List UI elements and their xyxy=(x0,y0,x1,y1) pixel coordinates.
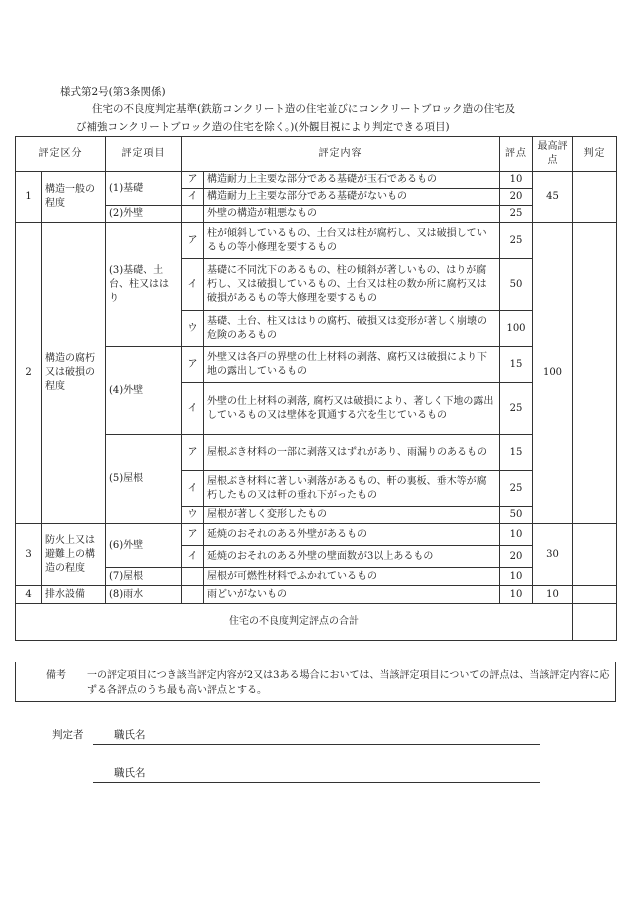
row-points: 50 xyxy=(500,259,533,311)
row-mark: ア xyxy=(182,435,204,471)
item-name: (4)外壁 xyxy=(106,347,182,435)
signature-line-2[interactable] xyxy=(93,782,540,783)
row-content: 外壁又は各戸の界壁の仕上材料の剥落、腐朽又は破損により下地の露出しているもの xyxy=(204,347,500,383)
item-name: (2)外壁 xyxy=(106,206,182,223)
row-content: 屋根が著しく変形したもの xyxy=(204,507,500,524)
category-name: 構造一般の程度 xyxy=(42,172,106,223)
row-content: 構造耐力上主要な部分である基礎がないもの xyxy=(204,189,500,206)
row-content: 基礎、土台、柱又ははりの腐朽、破損又は変形が著しく崩壊の危険のあるもの xyxy=(204,311,500,347)
criteria-table xyxy=(15,136,617,641)
table-row xyxy=(16,435,617,471)
row-mark: ウ xyxy=(182,311,204,347)
judge-label: 判定者 xyxy=(52,729,84,741)
category-number: 4 xyxy=(16,586,42,604)
item-name: (7)屋根 xyxy=(106,568,182,586)
remarks-text: 一の評定項目につき該当評定内容が2又は3ある場合においては、当該評定項目についての評点は、当該評定内容に応ずる各評点のうち最も高い評点とする。 xyxy=(87,670,610,696)
row-content: 雨どいがないもの xyxy=(204,586,500,604)
row-content: 延焼のおそれのある外壁の壁面数が3以上あるもの xyxy=(204,546,500,568)
judgment-cell[interactable] xyxy=(573,586,617,604)
row-mark: イ xyxy=(182,471,204,507)
row-mark: イ xyxy=(182,546,204,568)
row-points: 20 xyxy=(500,189,533,206)
row-points: 100 xyxy=(500,311,533,347)
remarks-label: 備考 xyxy=(46,670,66,681)
total-label: 住宅の不良度判定評点の合計 xyxy=(16,604,573,641)
table-row xyxy=(16,524,617,546)
category-name: 防火上又は避難上の構造の程度 xyxy=(42,524,106,586)
header-max-points: 最高評点 xyxy=(533,137,573,172)
row-mark: イ xyxy=(182,259,204,311)
category-max-points: 10 xyxy=(533,586,573,604)
row-points: 20 xyxy=(500,546,533,568)
table-row xyxy=(16,347,617,383)
title-line-2: び補強コンクリートブロック造の住宅を除く。)(外観目視により判定できる項目) xyxy=(76,121,450,133)
item-name: (6)外壁 xyxy=(106,524,182,568)
row-points: 25 xyxy=(500,383,533,435)
row-points: 10 xyxy=(500,172,533,189)
row-mark xyxy=(182,206,204,223)
form-number: 様式第2号(第3条関係) xyxy=(60,86,166,98)
category-number: 3 xyxy=(16,524,42,586)
row-mark xyxy=(182,586,204,604)
item-name: (1)基礎 xyxy=(106,172,182,206)
row-content: 外壁の構造が粗悪なもの xyxy=(204,206,500,223)
row-mark: ア xyxy=(182,524,204,546)
row-points: 50 xyxy=(500,507,533,524)
item-name: (3)基礎、土台、柱又ははり xyxy=(106,223,182,347)
row-content: 外壁の仕上材料の剥落, 腐朽又は破損により、著しく下地の露出しているもの又は壁体を貫通する穴を生じているもの xyxy=(204,383,500,435)
row-content: 基礎に不同沈下のあるもの、柱の傾斜が著しいもの、はりが腐朽し、又は破損しているもの、土台又は柱の数か所に腐朽又は破損があるもの等大修理を要するもの xyxy=(204,259,500,311)
row-points: 25 xyxy=(500,223,533,259)
item-name: (5)屋根 xyxy=(106,435,182,524)
category-number: 1 xyxy=(16,172,42,223)
category-name: 排水設備 xyxy=(42,586,106,604)
row-content: 柱が傾斜しているもの、土台又は柱が腐朽し、又は破損しているもの等小修理を要するもの xyxy=(204,223,500,259)
row-mark: ウ xyxy=(182,507,204,524)
row-points: 10 xyxy=(500,524,533,546)
table-row xyxy=(16,586,617,604)
category-max-points: 100 xyxy=(533,223,573,524)
row-points: 15 xyxy=(500,435,533,471)
table-row xyxy=(16,568,617,586)
judgment-cell[interactable] xyxy=(573,172,617,223)
row-mark: ア xyxy=(182,223,204,259)
header-content: 評定内容 xyxy=(182,137,500,172)
row-points: 10 xyxy=(500,586,533,604)
row-points: 25 xyxy=(500,471,533,507)
category-number: 2 xyxy=(16,223,42,524)
row-content: 屋根ぶき材料に著しい剥落があるもの、軒の裏板、垂木等が腐朽したもの又は軒の垂れ下がったもの xyxy=(204,471,500,507)
row-mark: イ xyxy=(182,189,204,206)
header-item: 評定項目 xyxy=(106,137,182,172)
table-row xyxy=(16,223,617,259)
judgment-cell[interactable] xyxy=(573,223,617,524)
row-content: 屋根ぶき材料の一部に剥落又はずれがあり、雨漏りのあるもの xyxy=(204,435,500,471)
header-points: 評点 xyxy=(500,137,533,172)
signature-line-1[interactable] xyxy=(93,744,540,745)
remarks-box xyxy=(15,662,616,702)
table-row xyxy=(16,172,617,189)
title-line-1: 住宅の不良度判定基準(鉄筋コンクリート造の住宅並びにコンクリートブロック造の住宅及 xyxy=(92,103,516,115)
row-points: 25 xyxy=(500,206,533,223)
header-category: 評定区分 xyxy=(16,137,106,172)
row-mark: ア xyxy=(182,347,204,383)
category-max-points: 45 xyxy=(533,172,573,223)
header-row xyxy=(16,137,617,172)
category-name: 構造の腐朽又は破損の程度 xyxy=(42,223,106,524)
official-label-1: 職氏名 xyxy=(114,729,146,741)
row-mark: ア xyxy=(182,172,204,189)
category-max-points: 30 xyxy=(533,524,573,586)
row-content: 屋根が可燃性材料でふかれているもの xyxy=(204,568,500,586)
total-judgment-cell[interactable] xyxy=(573,604,617,641)
table-row xyxy=(16,206,617,223)
document-title xyxy=(76,100,612,136)
item-name: (8)雨水 xyxy=(106,586,182,604)
row-mark: イ xyxy=(182,383,204,435)
row-content: 構造耐力上主要な部分である基礎が玉石であるもの xyxy=(204,172,500,189)
row-mark xyxy=(182,568,204,586)
row-points: 15 xyxy=(500,347,533,383)
row-points: 10 xyxy=(500,568,533,586)
header-judgment: 判定 xyxy=(573,137,617,172)
official-label-2: 職氏名 xyxy=(114,767,146,779)
judgment-cell[interactable] xyxy=(573,524,617,586)
row-content: 延焼のおそれのある外壁があるもの xyxy=(204,524,500,546)
total-row xyxy=(16,604,617,641)
